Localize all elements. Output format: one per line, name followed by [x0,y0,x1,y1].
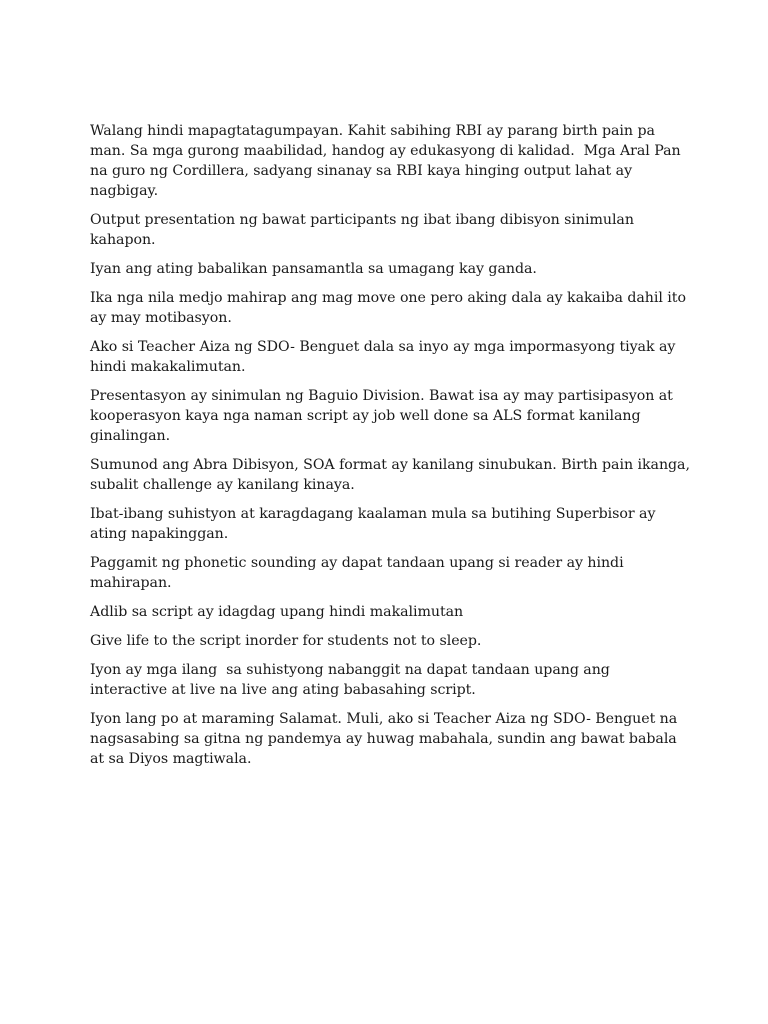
paragraph: Iyon ay mga ilang sa suhistyong nabanggit na dapat tandaan upang ang interactive at live na live ang ating babasahing script. [90,662,615,698]
paragraph: Ibat-ibang suhistyon at karagdagang kaalaman mula sa butihing Superbisor ay ating napakinggan. [90,506,660,542]
paragraph: Walang hindi mapagtatagumpayan. Kahit sabihing RBI ay parang birth pain pa man. Sa mga gurong maabilidad, handog ay edukasyong di kalidad. Mga Aral Pan na guro ng Cordillera, sadyang sinanay sa RBI kaya hinging output lahat ay nagbigay. [90,123,686,199]
paragraph: Ako si Teacher Aiza ng SDO- Benguet dala sa inyo ay mga impormasyong tiyak ay hindi makakalimutan. [90,339,680,375]
paragraph: Sumunod ang Abra Dibisyon, SOA format ay kanilang sinubukan. Birth pain ikanga, subalit challenge ay kanilang kinaya. [90,457,695,493]
paragraph: Adlib sa script ay idagdag upang hindi makalimutan [90,604,464,620]
paragraph: Presentasyon ay sinimulan ng Baguio Division. Bawat isa ay may partisipasyon at kooperasyon kaya nga naman script ay job well done sa ALS format kanilang ginalingan. [90,388,678,444]
paragraph: Iyan ang ating babalikan pansamantla sa umagang kay ganda. [90,261,537,277]
paragraph: Iyon lang po at maraming Salamat. Muli, ako si Teacher Aiza ng SDO- Benguet na nagsasabing sa gitna ng pandemya ay huwag mabahala, sundin ang bawat babala at sa Diyos magtiwala. [90,711,682,767]
paragraph: Give life to the script inorder for students not to sleep. [90,633,482,649]
paragraph: Paggamit ng phonetic sounding ay dapat tandaan upang si reader ay hindi mahirapan. [90,555,629,591]
paragraph: Ika nga nila medjo mahirap ang mag move one pero aking dala ay kakaiba dahil ito ay may motibasyon. [90,290,691,326]
paragraph: Output presentation ng bawat participants ng ibat ibang dibisyon sinimulan kahapon. [90,212,639,248]
document-body [90,121,695,778]
